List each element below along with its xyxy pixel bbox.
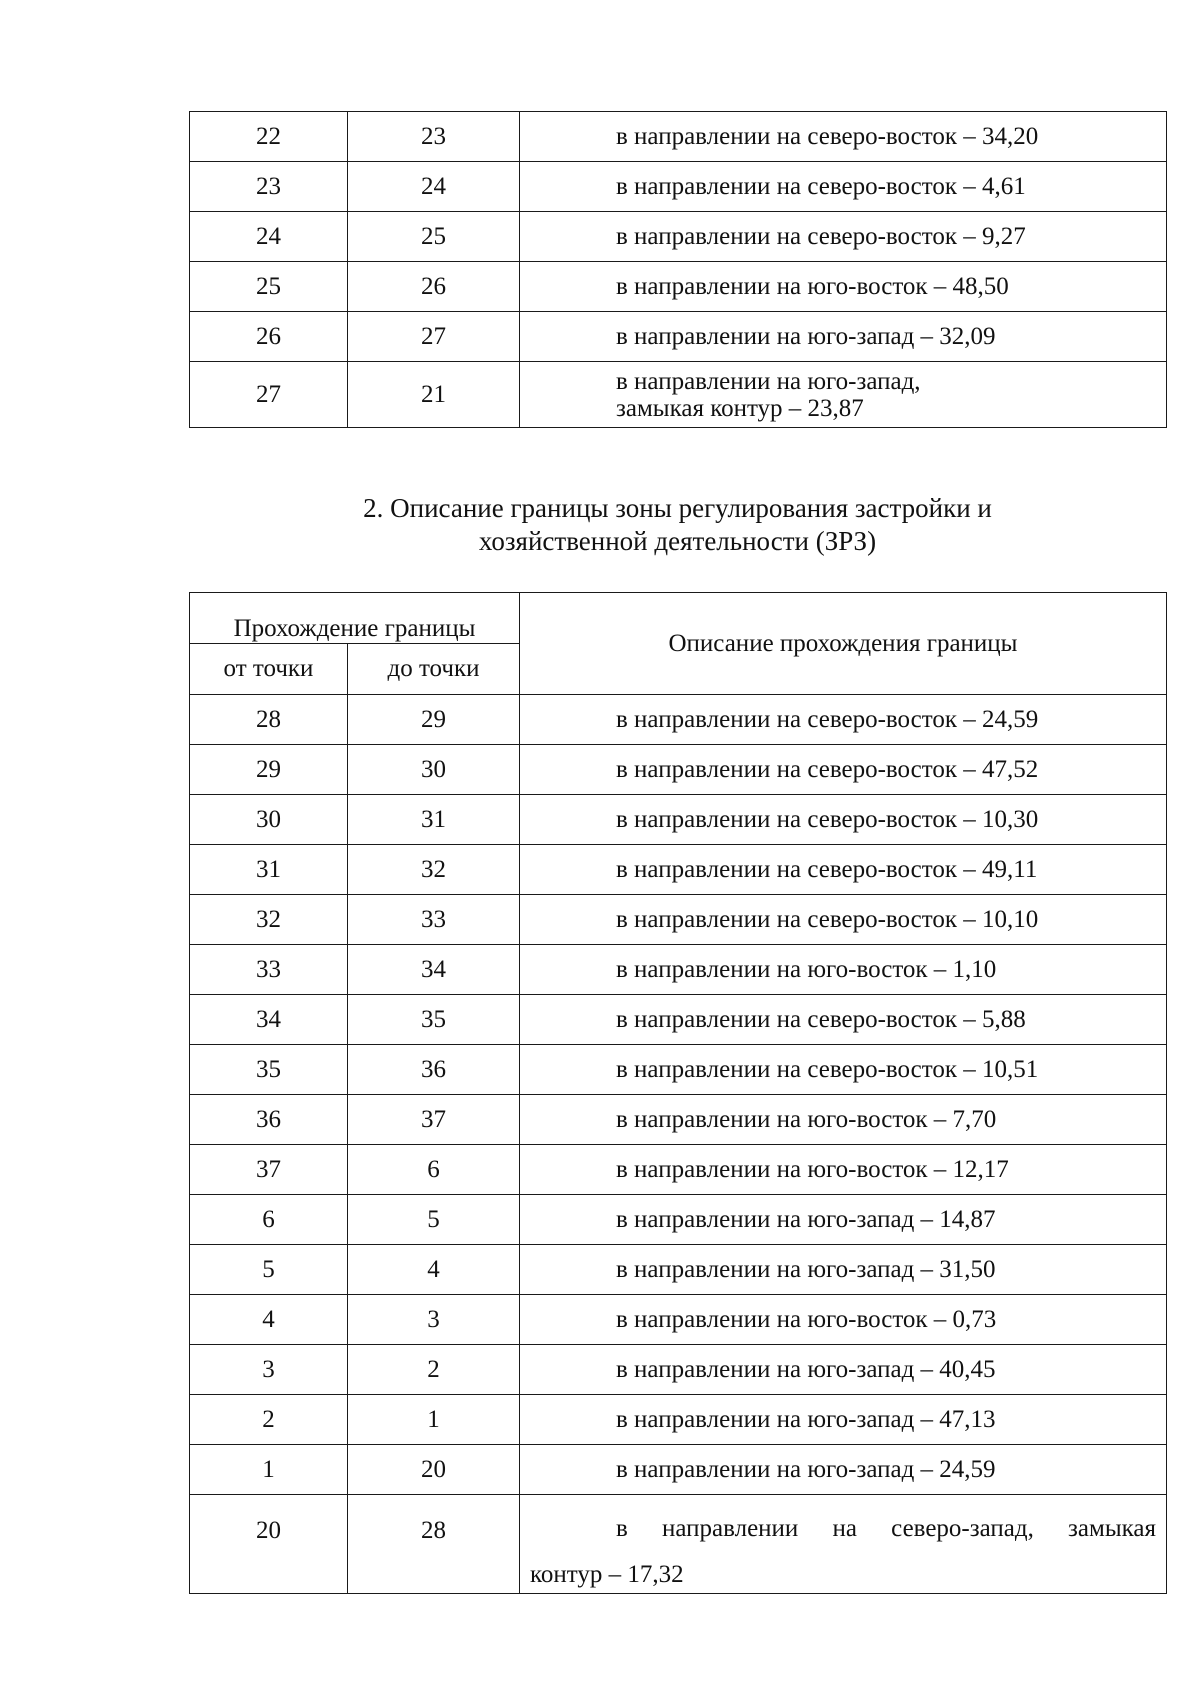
description-cell: в направлении на юго-восток – 48,50	[520, 262, 1167, 312]
table-row	[190, 162, 1167, 212]
section-title-line: 2. Описание границы зоны регулирования застройки и	[363, 493, 992, 523]
section-title-line: хозяйственной деятельности (ЗРЗ)	[478, 526, 877, 556]
description-word: на	[832, 1515, 857, 1542]
to-point-cell: 25	[348, 212, 520, 262]
table-row	[190, 1295, 1167, 1345]
description-cell: в направлении на юго-восток – 7,70	[520, 1095, 1167, 1145]
table-header-row	[190, 593, 1167, 644]
to-point-cell: 37	[348, 1095, 520, 1145]
table-row	[190, 895, 1167, 945]
table-row	[190, 212, 1167, 262]
description-cell	[520, 1495, 1167, 1594]
table-row	[190, 745, 1167, 795]
description-cell: в направлении на северо-восток – 10,10	[520, 895, 1167, 945]
description-cell: в направлении на юго-восток – 12,17	[520, 1145, 1167, 1195]
table-row	[190, 795, 1167, 845]
table-row	[190, 312, 1167, 362]
from-point-cell: 1	[190, 1445, 348, 1495]
description-word: северо-запад,	[891, 1515, 1034, 1542]
description-line: контур – 17,32	[530, 1561, 684, 1588]
description-cell: в направлении на северо-восток – 5,88	[520, 995, 1167, 1045]
from-point-cell: 27	[190, 362, 348, 428]
from-point-cell: 20	[190, 1495, 348, 1594]
table-row	[190, 1395, 1167, 1445]
description-word: направлении	[662, 1515, 799, 1542]
from-point-cell: 25	[190, 262, 348, 312]
from-point-cell: 5	[190, 1245, 348, 1295]
description-cell: в направлении на юго-запад – 40,45	[520, 1345, 1167, 1395]
from-point-cell: 36	[190, 1095, 348, 1145]
table-row	[190, 995, 1167, 1045]
table-row	[190, 1245, 1167, 1295]
from-point-cell: 35	[190, 1045, 348, 1095]
from-point-cell: 31	[190, 845, 348, 895]
section-title	[189, 492, 1166, 558]
description-word: в	[616, 1515, 628, 1542]
from-point-cell: 32	[190, 895, 348, 945]
to-point-cell: 3	[348, 1295, 520, 1345]
description-cell: в направлении на юго-восток – 1,10	[520, 945, 1167, 995]
from-point-cell: 37	[190, 1145, 348, 1195]
table-row	[190, 1195, 1167, 1245]
description-cell: в направлении на северо-восток – 9,27	[520, 212, 1167, 262]
table-row	[190, 112, 1167, 162]
from-point-cell: 6	[190, 1195, 348, 1245]
table-row	[190, 845, 1167, 895]
zrz-boundary-table-body	[190, 593, 1167, 1594]
boundary-table-continued-body	[190, 112, 1167, 428]
header-to-cell: до точки	[348, 644, 520, 695]
description-cell: в направлении на юго-запад – 24,59	[520, 1445, 1167, 1495]
table-row	[190, 362, 1167, 428]
to-point-cell: 21	[348, 362, 520, 428]
from-point-cell: 30	[190, 795, 348, 845]
table-row	[190, 1045, 1167, 1095]
from-point-cell: 29	[190, 745, 348, 795]
description-cell: в направлении на северо-восток – 10,30	[520, 795, 1167, 845]
from-point-cell: 34	[190, 995, 348, 1045]
to-point-cell: 1	[348, 1395, 520, 1445]
from-point-cell: 26	[190, 312, 348, 362]
table-row	[190, 945, 1167, 995]
boundary-table-continued	[189, 111, 1167, 428]
to-point-cell: 5	[348, 1195, 520, 1245]
table-row	[190, 1495, 1167, 1594]
header-description-cell: Описание прохождения границы	[520, 593, 1167, 695]
description-word: замыкая	[1068, 1515, 1156, 1542]
description-cell: в направлении на юго-запад – 31,50	[520, 1245, 1167, 1295]
to-point-cell: 4	[348, 1245, 520, 1295]
description-cell: в направлении на северо-восток – 24,59	[520, 695, 1167, 745]
description-cell: в направлении на северо-восток – 34,20	[520, 112, 1167, 162]
to-point-cell: 35	[348, 995, 520, 1045]
description-cell: в направлении на юго-запад – 47,13	[520, 1395, 1167, 1445]
from-point-cell: 23	[190, 162, 348, 212]
to-point-cell: 27	[348, 312, 520, 362]
table-row	[190, 695, 1167, 745]
to-point-cell: 31	[348, 795, 520, 845]
to-point-cell: 26	[348, 262, 520, 312]
description-cell: в направлении на северо-восток – 47,52	[520, 745, 1167, 795]
description-cell: в направлении на северо-восток – 10,51	[520, 1045, 1167, 1095]
description-cell	[520, 362, 1167, 428]
to-point-cell: 2	[348, 1345, 520, 1395]
table-row	[190, 1445, 1167, 1495]
from-point-cell: 28	[190, 695, 348, 745]
to-point-cell: 20	[348, 1445, 520, 1495]
to-point-cell: 33	[348, 895, 520, 945]
header-from-cell: от точки	[190, 644, 348, 695]
description-cell: в направлении на юго-запад – 14,87	[520, 1195, 1167, 1245]
from-point-cell: 2	[190, 1395, 348, 1445]
description-line: замыкая контур – 23,87	[616, 394, 864, 422]
description-cell: в направлении на северо-восток – 49,11	[520, 845, 1167, 895]
description-cell: в направлении на юго-восток – 0,73	[520, 1295, 1167, 1345]
to-point-cell: 28	[348, 1495, 520, 1594]
to-point-cell: 36	[348, 1045, 520, 1095]
to-point-cell: 30	[348, 745, 520, 795]
to-point-cell: 23	[348, 112, 520, 162]
header-passage-cell: Прохождение границы	[190, 593, 520, 644]
description-cell: в направлении на северо-восток – 4,61	[520, 162, 1167, 212]
description-line: в направлении на юго-запад,	[616, 367, 921, 395]
description-line-justified	[530, 1515, 1156, 1543]
table-row	[190, 1145, 1167, 1195]
zrz-boundary-table	[189, 592, 1167, 1594]
from-point-cell: 3	[190, 1345, 348, 1395]
from-point-cell: 24	[190, 212, 348, 262]
from-point-cell: 33	[190, 945, 348, 995]
to-point-cell: 32	[348, 845, 520, 895]
from-point-cell: 4	[190, 1295, 348, 1345]
to-point-cell: 34	[348, 945, 520, 995]
table-row	[190, 1345, 1167, 1395]
table-row	[190, 1095, 1167, 1145]
description-cell: в направлении на юго-запад – 32,09	[520, 312, 1167, 362]
to-point-cell: 29	[348, 695, 520, 745]
to-point-cell: 24	[348, 162, 520, 212]
from-point-cell: 22	[190, 112, 348, 162]
to-point-cell: 6	[348, 1145, 520, 1195]
table-row	[190, 262, 1167, 312]
